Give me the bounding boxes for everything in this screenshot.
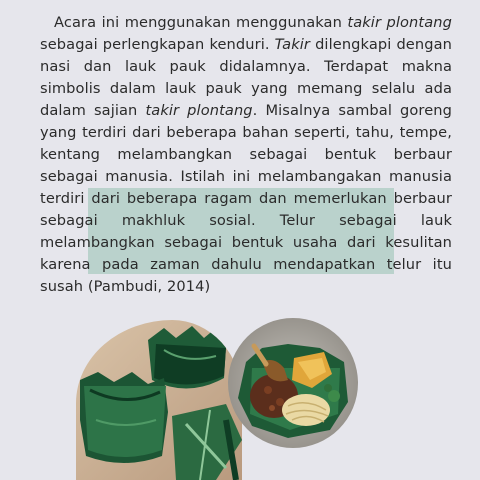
article-paragraph bbox=[40, 12, 452, 298]
article-text bbox=[40, 12, 452, 298]
takir-with-food-photo bbox=[228, 318, 358, 448]
text-run: . Misalnya sambal goreng yang terdiri dari beberapa bahan seperti, tahu, tempe, kentang melambangkan sebagai bentuk berbaur sebagai manusia. Istilah ini melambangakan manusia terdiri dari beberapa ragam dan memerlukan berbaur sebagai makhluk sosial. Telur sebagai lauk melambangkan sebagai bentuk usaha dari kesulitan karena pada zaman dahulu mendapatkan telur itu susah (Pambudi, 2014) bbox=[40, 102, 453, 295]
takir-containers-photo bbox=[76, 320, 242, 480]
text-run: Acara ini menggunakan menggunakan bbox=[54, 14, 348, 31]
italic-term: Takir bbox=[274, 36, 311, 53]
italic-term: takir plontang bbox=[145, 102, 253, 119]
text-run: sebagai perlengkapan kenduri. bbox=[40, 36, 275, 53]
italic-term: takir plontang bbox=[347, 14, 452, 31]
text-run: dilengkapi dengan nasi dan lauk pauk didalamnya. Terdapat makna simbolis dalam lauk pauk yang memang selalu ada dalam sajian bbox=[40, 36, 452, 119]
